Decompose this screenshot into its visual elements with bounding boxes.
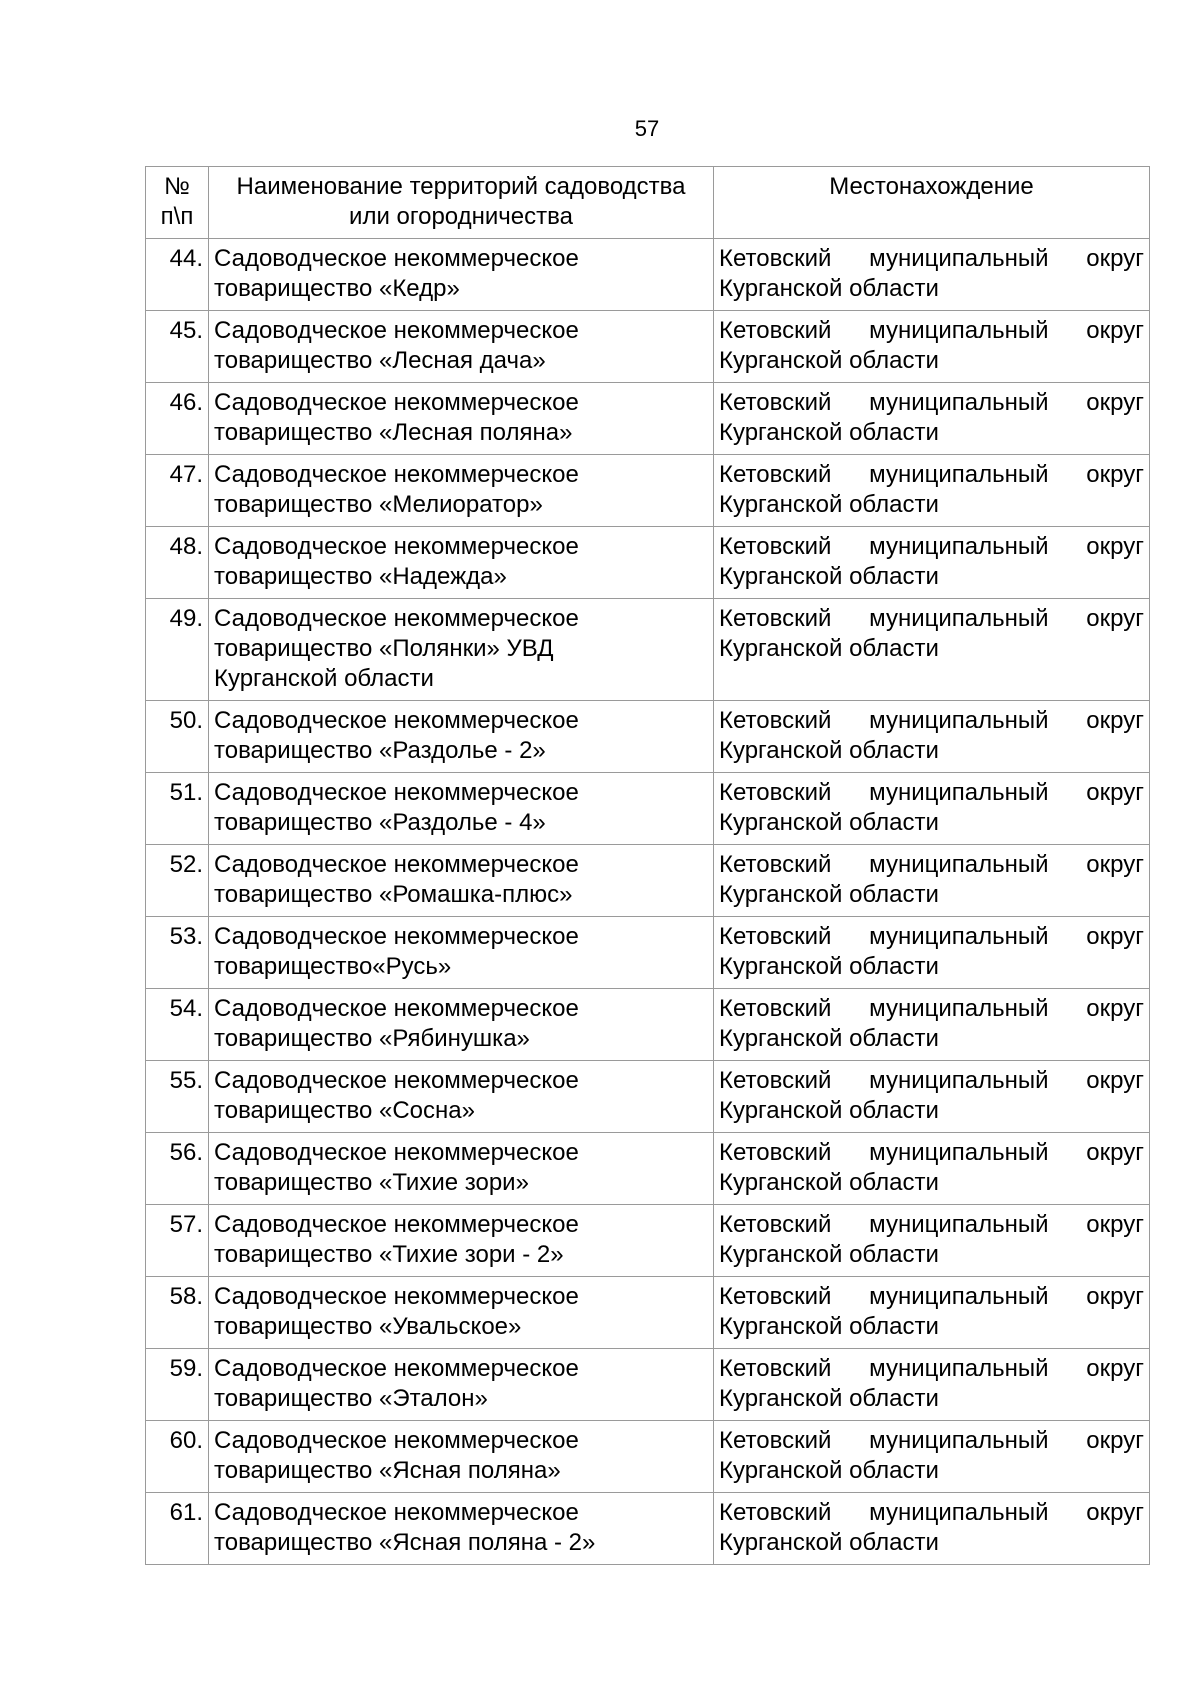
page-number: 57	[634, 116, 660, 141]
territory-location-line: Кетовский муниципальный округ	[719, 1427, 1144, 1454]
territory-location-line: Кетовский муниципальный округ	[719, 1499, 1144, 1526]
territory-location	[714, 383, 1150, 455]
header-location	[714, 167, 1150, 239]
territory-location-line: Курганской области	[719, 881, 939, 908]
table-row	[146, 1277, 1150, 1349]
territory-location-line: Курганской области	[719, 491, 939, 518]
row-number: 56.	[146, 1133, 209, 1205]
territory-location-line: Кетовский муниципальный округ	[719, 995, 1144, 1022]
territory-name-line: товарищество «Ясная поляна - 2»	[214, 1529, 596, 1556]
territory-location	[714, 1493, 1150, 1565]
header-name	[209, 167, 714, 239]
territory-name	[209, 773, 714, 845]
territory-location	[714, 1421, 1150, 1493]
row-number: 48.	[146, 527, 209, 599]
territory-name-line: Садоводческое некоммерческое	[214, 1499, 579, 1526]
territory-location-line: Курганской области	[719, 1385, 939, 1412]
table-row	[146, 311, 1150, 383]
table-row	[146, 1205, 1150, 1277]
territory-name-line: товарищество «Раздолье - 4»	[214, 809, 546, 836]
table-row	[146, 917, 1150, 989]
territory-name-line: Садоводческое некоммерческое	[214, 1211, 579, 1238]
territory-location	[714, 311, 1150, 383]
territory-name-line: Садоводческое некоммерческое	[214, 707, 579, 734]
territory-location-line: Кетовский муниципальный округ	[719, 851, 1144, 878]
territory-location-line: Курганской области	[719, 635, 939, 662]
table-header-row	[146, 167, 1150, 239]
territory-name-line: Садоводческое некоммерческое	[214, 389, 579, 416]
territory-location-line: Кетовский муниципальный округ	[719, 923, 1144, 950]
territory-location-line: Кетовский муниципальный округ	[719, 389, 1144, 416]
territory-name-line: Садоводческое некоммерческое	[214, 923, 579, 950]
territory-name	[209, 917, 714, 989]
territory-location-line: Курганской области	[719, 1097, 939, 1124]
row-number: 53.	[146, 917, 209, 989]
header-name-line: Наименование территорий садоводства	[236, 173, 686, 200]
header-number-line: №	[164, 173, 190, 200]
table-row	[146, 527, 1150, 599]
territory-name-line: Садоводческое некоммерческое	[214, 1283, 579, 1310]
territory-name	[209, 239, 714, 311]
territory-name	[209, 989, 714, 1061]
row-number: 45.	[146, 311, 209, 383]
territory-name	[209, 701, 714, 773]
territory-name	[209, 599, 714, 701]
territory-location	[714, 239, 1150, 311]
territory-location	[714, 599, 1150, 701]
table-row	[146, 1421, 1150, 1493]
table-row	[146, 239, 1150, 311]
row-number: 52.	[146, 845, 209, 917]
territory-name-line: Садоводческое некоммерческое	[214, 851, 579, 878]
territory-location-line: Кетовский муниципальный округ	[719, 605, 1144, 632]
territory-name	[209, 1277, 714, 1349]
territory-location-line: Кетовский муниципальный округ	[719, 245, 1144, 272]
territory-location-line: Кетовский муниципальный округ	[719, 1211, 1144, 1238]
row-number: 51.	[146, 773, 209, 845]
territories-table	[145, 166, 1150, 1565]
territory-name-line: Садоводческое некоммерческое	[214, 605, 579, 632]
territory-name-line: Садоводческое некоммерческое	[214, 1427, 579, 1454]
territory-location-line: Курганской области	[719, 1457, 939, 1484]
territory-location	[714, 1349, 1150, 1421]
territory-name-line: товарищество«Русь»	[214, 953, 452, 980]
territory-name-line: товарищество «Лесная дача»	[214, 347, 546, 374]
territory-location	[714, 1133, 1150, 1205]
territory-location-line: Кетовский муниципальный округ	[719, 461, 1144, 488]
territory-name-line: товарищество «Надежда»	[214, 563, 507, 590]
territory-name	[209, 1133, 714, 1205]
territory-name-line: Садоводческое некоммерческое	[214, 1355, 579, 1382]
territory-name-line: Садоводческое некоммерческое	[214, 1067, 579, 1094]
territory-name-line: Садоводческое некоммерческое	[214, 461, 579, 488]
territory-name-line: товарищество «Ясная поляна»	[214, 1457, 561, 1484]
territory-location-line: Кетовский муниципальный округ	[719, 707, 1144, 734]
territory-location-line: Курганской области	[719, 275, 939, 302]
territory-location-line: Кетовский муниципальный округ	[719, 779, 1144, 806]
row-number: 58.	[146, 1277, 209, 1349]
territory-name	[209, 311, 714, 383]
row-number: 61.	[146, 1493, 209, 1565]
table-body	[146, 239, 1150, 1565]
territory-location-line: Курганской области	[719, 1025, 939, 1052]
territory-name-line: товарищество «Эталон»	[214, 1385, 488, 1412]
row-number: 60.	[146, 1421, 209, 1493]
territory-location-line: Кетовский муниципальный округ	[719, 317, 1144, 344]
territory-location-line: Курганской области	[719, 563, 939, 590]
row-number: 49.	[146, 599, 209, 701]
territory-name-line: товарищество «Лесная поляна»	[214, 419, 573, 446]
territory-location	[714, 989, 1150, 1061]
territory-location	[714, 1277, 1150, 1349]
territory-name-line: товарищество «Кедр»	[214, 275, 460, 302]
territory-name	[209, 383, 714, 455]
territory-location-line: Кетовский муниципальный округ	[719, 1139, 1144, 1166]
territory-location-line: Курганской области	[719, 737, 939, 764]
territory-location-line: Кетовский муниципальный округ	[719, 533, 1144, 560]
territory-name-line: Садоводческое некоммерческое	[214, 995, 579, 1022]
territory-name	[209, 1205, 714, 1277]
territory-name	[209, 845, 714, 917]
header-name-line: или огородничества	[349, 203, 573, 230]
territory-name-line: товарищество «Мелиоратор»	[214, 491, 543, 518]
territory-name	[209, 1493, 714, 1565]
territory-location	[714, 527, 1150, 599]
header-location-label: Местонахождение	[829, 173, 1034, 200]
territory-name-line: товарищество «Полянки» УВД	[214, 635, 554, 662]
territory-name-line: товарищество «Тихие зори - 2»	[214, 1241, 564, 1268]
table-row	[146, 1349, 1150, 1421]
row-number: 57.	[146, 1205, 209, 1277]
territory-name-line: товарищество «Раздолье - 2»	[214, 737, 546, 764]
territory-name	[209, 1421, 714, 1493]
territory-location-line: Кетовский муниципальный округ	[719, 1283, 1144, 1310]
territory-location-line: Кетовский муниципальный округ	[719, 1067, 1144, 1094]
territory-name-line: товарищество «Сосна»	[214, 1097, 475, 1124]
table-row	[146, 599, 1150, 701]
territory-location-line: Курганской области	[719, 1313, 939, 1340]
territory-name	[209, 1349, 714, 1421]
territory-name-line: Садоводческое некоммерческое	[214, 779, 579, 806]
territory-name	[209, 527, 714, 599]
table-row	[146, 1133, 1150, 1205]
territory-location	[714, 1061, 1150, 1133]
territory-location	[714, 917, 1150, 989]
table-row	[146, 701, 1150, 773]
table-row	[146, 845, 1150, 917]
territory-location-line: Курганской области	[719, 1529, 939, 1556]
territory-location-line: Курганской области	[719, 953, 939, 980]
row-number: 44.	[146, 239, 209, 311]
table-row	[146, 1493, 1150, 1565]
row-number: 50.	[146, 701, 209, 773]
row-number: 46.	[146, 383, 209, 455]
territory-name-line: Курганской области	[214, 665, 434, 692]
territory-location-line: Курганской области	[719, 419, 939, 446]
table-row	[146, 989, 1150, 1061]
territory-location-line: Курганской области	[719, 809, 939, 836]
table-row	[146, 773, 1150, 845]
territory-name-line: товарищество «Увальское»	[214, 1313, 522, 1340]
territory-location	[714, 773, 1150, 845]
territory-location	[714, 1205, 1150, 1277]
territory-location	[714, 455, 1150, 527]
territory-name-line: Садоводческое некоммерческое	[214, 317, 579, 344]
territory-name-line: Садоводческое некоммерческое	[214, 245, 579, 272]
territory-name-line: товарищество «Ромашка-плюс»	[214, 881, 573, 908]
row-number: 47.	[146, 455, 209, 527]
territory-location	[714, 701, 1150, 773]
row-number: 55.	[146, 1061, 209, 1133]
territory-location	[714, 845, 1150, 917]
territory-name-line: Садоводческое некоммерческое	[214, 533, 579, 560]
table-row	[146, 1061, 1150, 1133]
territory-name	[209, 1061, 714, 1133]
territory-location-line: Курганской области	[719, 1169, 939, 1196]
territory-name-line: товарищество «Тихие зори»	[214, 1169, 529, 1196]
table-row	[146, 383, 1150, 455]
table-row	[146, 455, 1150, 527]
territory-location-line: Курганской области	[719, 347, 939, 374]
row-number: 54.	[146, 989, 209, 1061]
territory-name-line: товарищество «Рябинушка»	[214, 1025, 530, 1052]
row-number: 59.	[146, 1349, 209, 1421]
territory-location-line: Курганской области	[719, 1241, 939, 1268]
territory-name	[209, 455, 714, 527]
territory-name-line: Садоводческое некоммерческое	[214, 1139, 579, 1166]
header-number-line: п\п	[160, 203, 194, 230]
header-number	[146, 167, 209, 239]
territory-location-line: Кетовский муниципальный округ	[719, 1355, 1144, 1382]
